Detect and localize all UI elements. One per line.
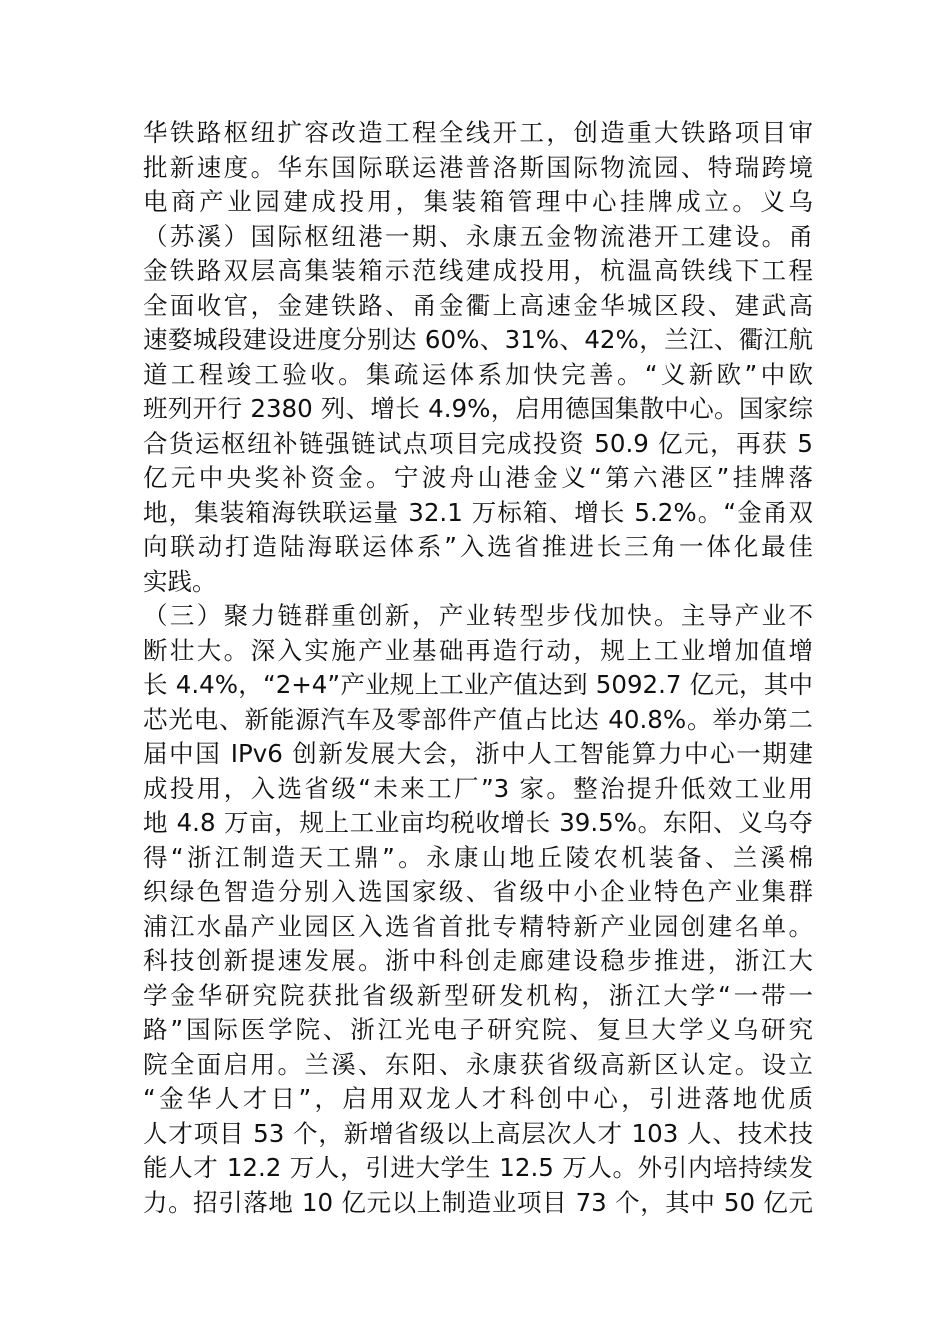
text-line: 学金华研究院获批省级新型研发机构，浙江大学“一带一 (143, 980, 813, 1010)
text-line: 断壮大。深入实施产业基础再造行动，规上工业增加值增 (143, 635, 813, 665)
text-line: 院全面启用。兰溪、东阳、永康获省级高新区认定。设立 (143, 1049, 813, 1079)
text-line: （三）聚力链群重创新，产业转型步伐加快。主导产业不 (143, 601, 813, 630)
text-line: 华铁路枢纽扩容改造工程全线开工，创造重大铁路项目审 (143, 118, 813, 147)
text-line: 地，集装箱海铁联运量 32.1 万标箱、增长 5.2%。“金甬双 (143, 497, 813, 527)
text-line: 金铁路双层高集装箱示范线建成投用，杭温高铁线下工程 (143, 256, 813, 285)
text-line: 道工程竣工验收。集疏运体系加快完善。“义新欧”中欧 (143, 359, 813, 389)
text-line: 力。招引落地 10 亿元以上制造业项目 73 个，其中 50 亿元 (143, 1187, 813, 1217)
text-line: 批新速度。华东国际联运港普洛斯国际物流园、特瑞跨境 (143, 152, 813, 182)
text-line: 成投用，入选省级“未来工厂”3 家。整治提升低效工业用 (143, 773, 813, 803)
text-line: 届中国 IPv6 创新发展大会，浙中人工智能算力中心一期建 (143, 739, 813, 768)
body-text (143, 116, 813, 1220)
text-line: 亿元中央奖补资金。宁波舟山港金义“第六港区”挂牌落 (143, 463, 813, 492)
text-line: 芯光电、新能源汽车及零部件产值占比达 40.8%。举办第二 (143, 704, 813, 734)
text-line: 电商产业园建成投用，集装箱管理中心挂牌成立。义乌 (143, 187, 813, 216)
text-line: 科技创新提速发展。浙中科创走廊建设稳步推进，浙江大 (143, 946, 813, 975)
text-line: 全面收官，金建铁路、甬金衢上高速金华城区段、建武高 (143, 290, 813, 320)
text-line: 速婺城段建设进度分别达 60%、31%、42%，兰江、衢江航 (143, 325, 813, 354)
text-line: 向联动打造陆海联运体系”入选省推进长三角一体化最佳 (143, 532, 813, 561)
text-line: 长 4.4%，“2+4”产业规上工业产值达到 5092.7 亿元，其中 (143, 670, 813, 699)
text-line: 路”国际医学院、浙江光电子研究院、复旦大学义乌研究 (143, 1015, 813, 1044)
text-line: 人才项目 53 个，新增省级以上高层次人才 103 人、技术技 (143, 1118, 813, 1148)
text-line: “金华人才日”，启用双龙人才科创中心，引进落地优质 (143, 1084, 813, 1113)
text-line: 地 4.8 万亩，规上工业亩均税收增长 39.5%。东阳、义乌夺 (143, 808, 813, 837)
text-line: 实践。 (143, 566, 217, 596)
text-line: （苏溪）国际枢纽港一期、永康五金物流港开工建设。甬 (143, 221, 813, 251)
text-line: 能人才 12.2 万人，引进大学生 12.5 万人。外引内培持续发 (143, 1153, 813, 1182)
text-line: 得“浙江制造天工鼎”。永康山地丘陵农机装备、兰溪棉 (143, 842, 813, 872)
text-line: 织绿色智造分别入选国家级、省级中小企业特色产业集群 (143, 877, 813, 906)
text-line: 班列开行 2380 列、增长 4.9%，启用德国集散中心。国家综 (143, 394, 813, 423)
text-line: 浦江水晶产业园区入选省首批专精特新产业园创建名单。 (143, 911, 813, 941)
text-line: 合货运枢纽补链强链试点项目完成投资 50.9 亿元，再获 5 (143, 428, 813, 458)
